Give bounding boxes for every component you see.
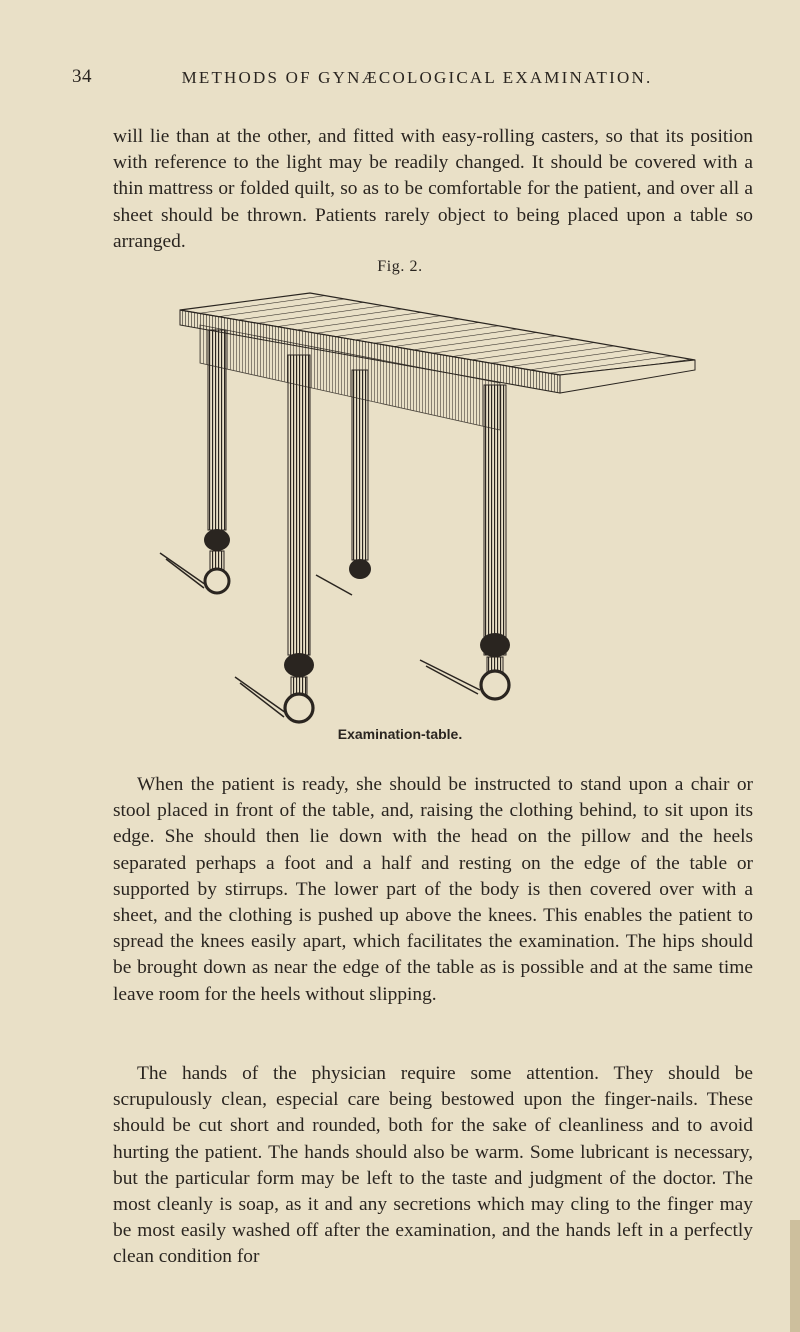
- table-top: [180, 293, 695, 430]
- running-head: [72, 62, 762, 92]
- table-leg-front-right: [420, 385, 510, 699]
- figure-caption: Examination-table.: [337, 726, 463, 742]
- examination-table-illustration: [140, 285, 700, 725]
- paragraph: The hands of the physician require some attention. They should be scrupulously clean, especial care being bestowed upon the finger-nails. These should be cut short and rounded, both for the sake of cleanliness and to avoid hurting the patient. The hands should also be warm. Some lubricant is necessary, but the particular form may be left to the taste and judgment of the doctor. The most cleanly is soap, as it and any secretions which may cling to the finger may be most easily washed off after the examination, and the hands left in a perfectly clean condition for: [113, 1063, 753, 1268]
- table-leg-front-left: [235, 355, 314, 722]
- table-leg-back-right: [316, 370, 371, 595]
- page-edge-shadow: [790, 1220, 800, 1332]
- figure-label: Fig. 2.: [377, 258, 423, 275]
- running-title: METHODS OF GYNÆCOLOGICAL EXAMINATION.: [181, 68, 653, 87]
- page-number: 34: [72, 66, 92, 87]
- table-leg-back-left: [160, 330, 230, 593]
- paragraph: will lie than at the other, and fitted with easy-rolling casters, so that its position with reference to the light may be readily changed. It should be covered with a thin mattress or folded quilt, so as to be comfortable for the patient, and over all a sheet should be thrown. Patients rarely object to being placed upon a table so arranged.: [113, 126, 753, 252]
- paragraph: When the patient is ready, she should be instructed to stand upon a chair or stool placed in front of the table, and, raising the clothing behind, to sit upon its edge. She should then lie down with the head on the pillow and the heels separated perhaps a foot and a half and resting on the edge of the table or supported by stirrups. The lower part of the body is then covered over with a sheet, and the clothing is pushed up above the knees. This enables the patient to spread the knees easily apart, which facilitates the examination. The hips should be brought down as near the edge of the table as is possible and at the same time leave room for the heels without slipping.: [113, 774, 753, 1005]
